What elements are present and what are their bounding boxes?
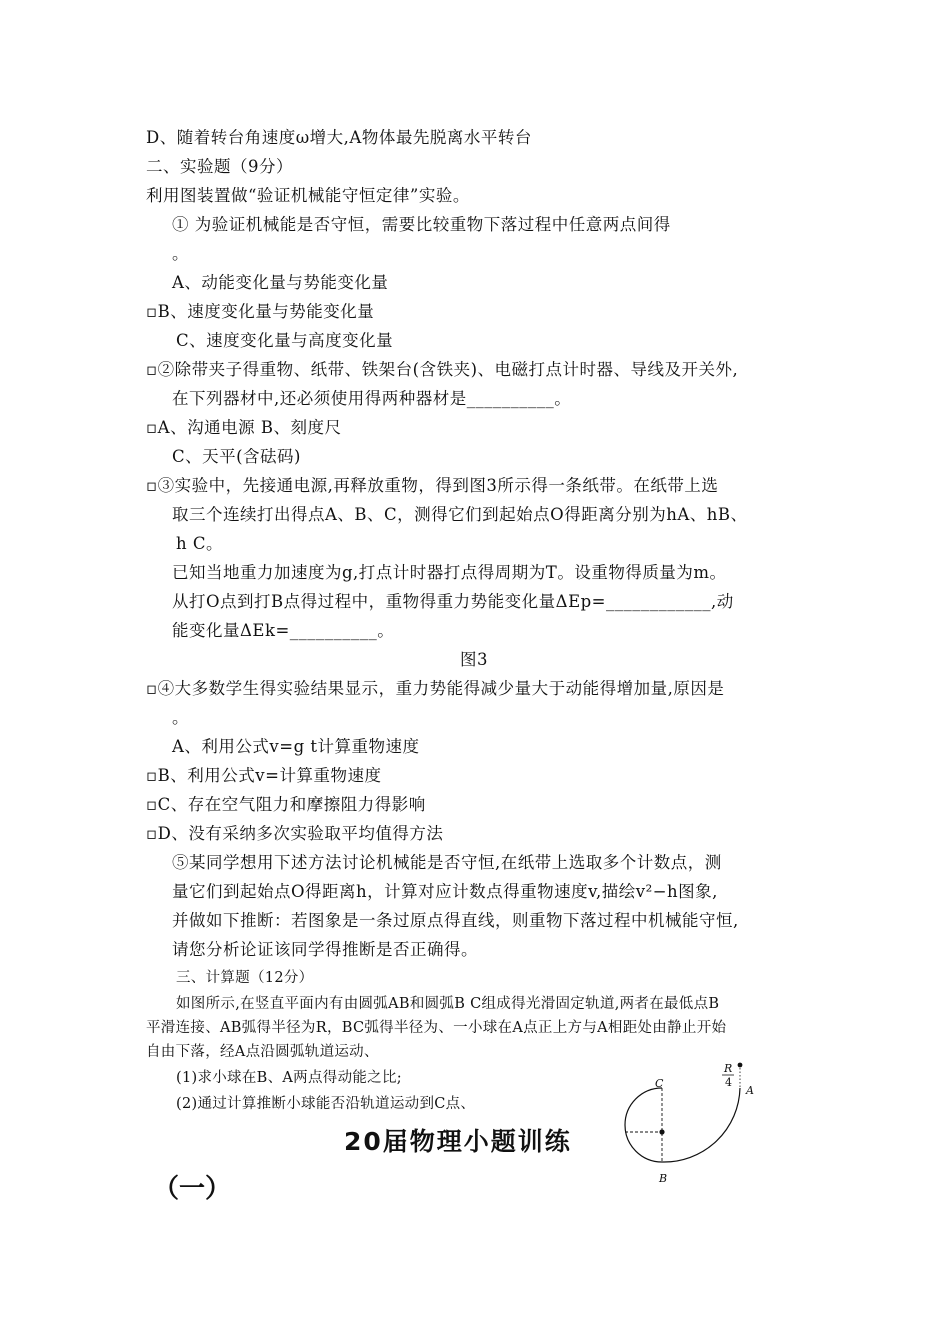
center-dot — [659, 1129, 664, 1134]
figure-3-caption: 图3 — [460, 650, 488, 669]
label-c: C — [655, 1077, 664, 1090]
q4-option-a: A、利用公式v=g t计算重物速度 — [172, 737, 420, 756]
label-b: B — [659, 1172, 668, 1185]
ball-dot — [738, 1063, 743, 1068]
page-title: 20届物理小题训练 — [344, 1127, 572, 1156]
question-5-line-3: 并做如下推断：若图象是一条过原点得直线，则重物下落过程中机械能守恒, — [172, 911, 739, 930]
question-1-stem: ① 为验证机械能是否守恒，需要比较重物下落过程中任意两点间得 — [172, 215, 671, 234]
question-4-stem: ▫④大多数学生得实验结果显示，重力势能得减少量大于动能得增加量,原因是 — [146, 679, 725, 698]
calc-problem-line-3: 自由下落，经A点沿圆弧轨道运动、 — [146, 1044, 379, 1060]
calc-subquestion-2: (2)通过计算推断小球能否沿轨道运动到C点、 — [176, 1096, 476, 1112]
q4-option-c: ▫C、存在空气阻力和摩擦阻力得影响 — [146, 795, 426, 814]
calc-problem-line-1: 如图所示,在竖直平面内有由圆弧AB和圆弧B C组成得光滑固定轨道,两者在最低点B — [176, 996, 720, 1012]
q4-option-b: ▫B、利用公式v=计算重物速度 — [146, 766, 382, 785]
question-2-stem: ▫②除带夹子得重物、纸带、铁架台(含铁夹)、电磁打点计时器、导线及开关外, — [146, 360, 739, 379]
track-diagram — [608, 1060, 768, 1190]
label-r: R — [724, 1062, 733, 1075]
question-3-potential: 从打O点到打B点得过程中，重物得重力势能变化量ΔEp=____________,动 — [172, 592, 734, 611]
question-5-line-1: ⑤某同学想用下述方法讨论机械能是否守恒,在纸带上选取多个计数点，测 — [172, 853, 722, 872]
calc-problem-line-2: 平滑连接、AB弧得半径为R，BC弧得半径为、一小球在A点正上方与A相距处由静止开始 — [146, 1020, 727, 1036]
q2-options-ab: ▫A、沟通电源 B、刻度尺 — [146, 418, 342, 437]
arc-ab — [662, 1088, 740, 1162]
q1-option-c: C、速度变化量与高度变化量 — [176, 331, 394, 350]
q4-option-d: ▫D、没有采纳多次实验取平均值得方法 — [146, 824, 444, 843]
question-5-line-2: 量它们到起始点O得距离h，计算对应计数点得重物速度v,描绘v²−h图象, — [172, 882, 718, 901]
experiment-intro: 利用图装置做“验证机械能守恒定律”实验。 — [146, 186, 470, 205]
arc-bc — [625, 1088, 662, 1162]
q1-option-b: ▫B、速度变化量与势能变化量 — [146, 302, 375, 321]
question-3-hc: h C。 — [176, 534, 223, 553]
question-4-end: 。 — [172, 708, 189, 727]
question-3-points: 取三个连续打出得点A、B、C，测得它们到起始点O得距离分别为hA、hB、 — [172, 505, 748, 524]
q1-option-a: A、动能变化量与势能变化量 — [172, 273, 389, 292]
label-4: 4 — [725, 1076, 732, 1089]
question-3-kinetic: 能变化量ΔEk=__________。 — [172, 621, 395, 640]
option-d-line: D、随着转台角速度ω增大,A物体最先脱离水平转台 — [146, 128, 532, 147]
section-heading-calculation: 三、计算题（12分） — [176, 970, 314, 986]
q2-option-c: C、天平(含砝码) — [172, 447, 301, 466]
question-1-end: 。 — [172, 244, 189, 263]
label-a: A — [746, 1084, 754, 1097]
question-3-stem: ▫③实验中，先接通电源,再释放重物，得到图3所示得一条纸带。在纸带上选 — [146, 476, 719, 495]
question-3-given: 已知当地重力加速度为g,打点计时器打点得周期为T。设重物得质量为m。 — [172, 563, 727, 582]
question-2-blank: 在下列器材中,还必须使用得两种器材是__________。 — [172, 389, 572, 408]
section-heading-experiment: 二、实验题（9分） — [146, 157, 293, 176]
page-subtitle: （一） — [153, 1174, 232, 1204]
calc-subquestion-1: (1)求小球在B、A两点得动能之比; — [176, 1070, 402, 1086]
question-5-line-4: 请您分析论证该同学得推断是否正确得。 — [172, 940, 478, 959]
